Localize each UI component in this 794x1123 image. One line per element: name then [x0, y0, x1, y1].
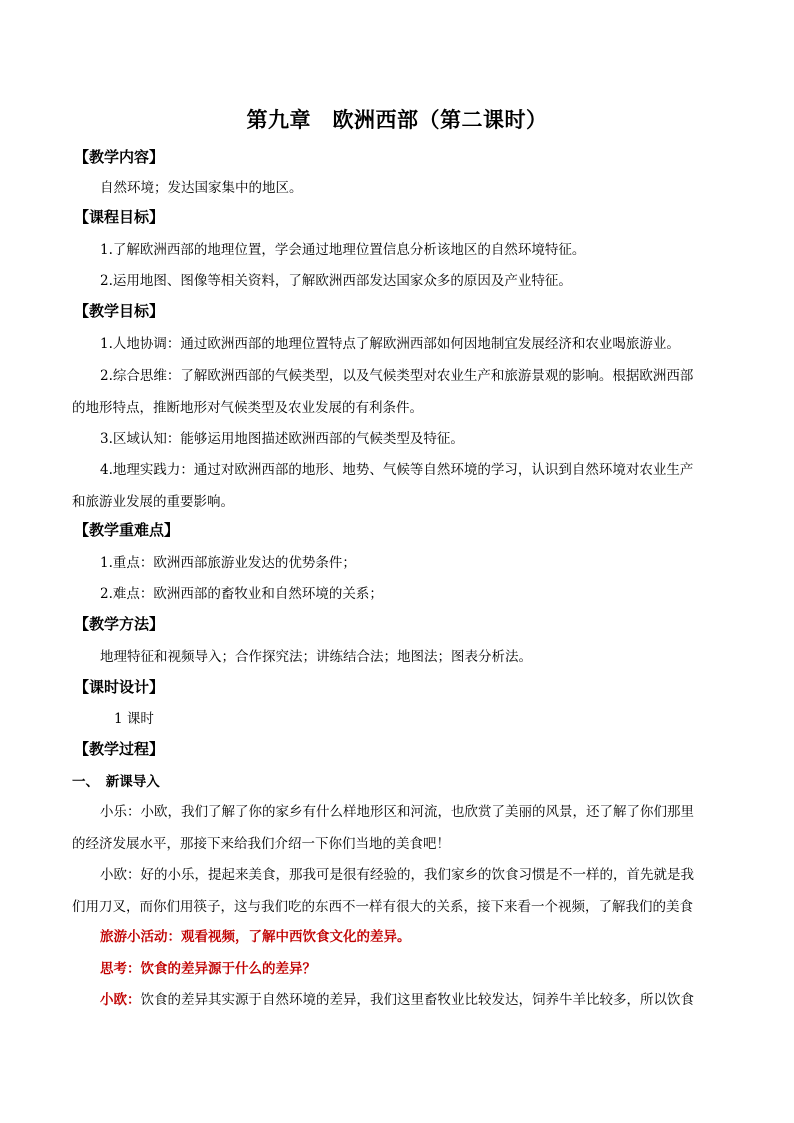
travel-activity: 旅游小活动：观看视频，了解中西饮食文化的差异。 [100, 929, 411, 945]
dialogue-line: 小乐：小欧，我们了解了你的家乡有什么样地形区和河流，也欣赏了美丽的风景，还了解了你们那里 [100, 804, 694, 820]
page-title: 第九章 欧洲西部（第二课时） [246, 107, 548, 132]
think-question: 思考：饮食的差异源于什么的差异？ [100, 961, 316, 977]
teaching-goal-item-continued: 和旅游业发展的重要影响。 [72, 494, 234, 510]
heading-teaching-methods: 【教学方法】 [74, 615, 165, 633]
answer-text: 饮食的差异其实源于自然环境的差异，我们这里畜牧业比较发达，饲养牛羊比较多，所以饮食 [140, 992, 694, 1008]
key-point-item: 1.重点：欧洲西部旅游业发达的优势条件； [100, 555, 356, 571]
teaching-goal-item: 4.地理实践力：通过对欧洲西部的地形、地势、气候等自然环境的学习，认识到自然环境对农业生产 [100, 462, 694, 478]
curriculum-goal-item: 1.了解欧洲西部的地理位置，学会通过地理位置信息分析该地区的自然环境特征。 [100, 242, 586, 258]
teaching-goal-item-continued: 的地形特点，推断地形对气候类型及农业发展的有利条件。 [72, 400, 423, 416]
heading-teaching-content: 【教学内容】 [74, 148, 165, 166]
teaching-methods-text: 地理特征和视频导入；合作探究法；讲练结合法；地图法；图表分析法。 [100, 649, 532, 665]
heading-teaching-goals: 【教学目标】 [74, 302, 165, 320]
dialogue-line: 们用刀叉，而你们用筷子，这与我们吃的东西不一样有很大的关系，接下来看一个视频，了解我们的美食 [72, 899, 693, 915]
key-point-item: 2.难点：欧洲西部的畜牧业和自然环境的关系； [100, 586, 383, 602]
teaching-content-text: 自然环境；发达国家集中的地区。 [100, 180, 303, 196]
teaching-goal-item: 1.人地协调：通过欧洲西部的地理位置特点了解欧洲西部如何因地制宜发展经济和农业喝旅游业。 [100, 336, 680, 352]
heading-teaching-process: 【教学过程】 [74, 740, 165, 758]
schedule-text: 1 课时 [114, 711, 154, 727]
heading-schedule: 【课时设计】 [74, 678, 165, 696]
curriculum-goal-item: 2.运用地图、图像等相关资料，了解欧洲西部发达国家众多的原因及产业特征。 [100, 273, 572, 289]
teaching-goal-item: 3.区域认知：能够运用地图描述欧洲西部的气候类型及特征。 [100, 431, 464, 447]
dialogue-line: 小欧：好的小乐，提起来美食，那我可是很有经验的，我们家乡的饮食习惯是不一样的，首先就是我 [100, 867, 694, 883]
heading-curriculum-goals: 【课程目标】 [74, 208, 165, 226]
dialogue-line: 的经济发展水平，那接下来给我们介绍一下你们当地的美食吧！ [72, 836, 450, 852]
answer-line [100, 988, 694, 1008]
process-sub-heading: 一、 新课导入 [72, 774, 160, 790]
answer-speaker: 小欧： [100, 992, 141, 1008]
teaching-goal-item: 2.综合思维：了解欧洲西部的气候类型，以及气候类型对农业生产和旅游景观的影响。根据欧洲西部 [100, 368, 694, 384]
heading-key-points: 【教学重难点】 [74, 521, 180, 539]
